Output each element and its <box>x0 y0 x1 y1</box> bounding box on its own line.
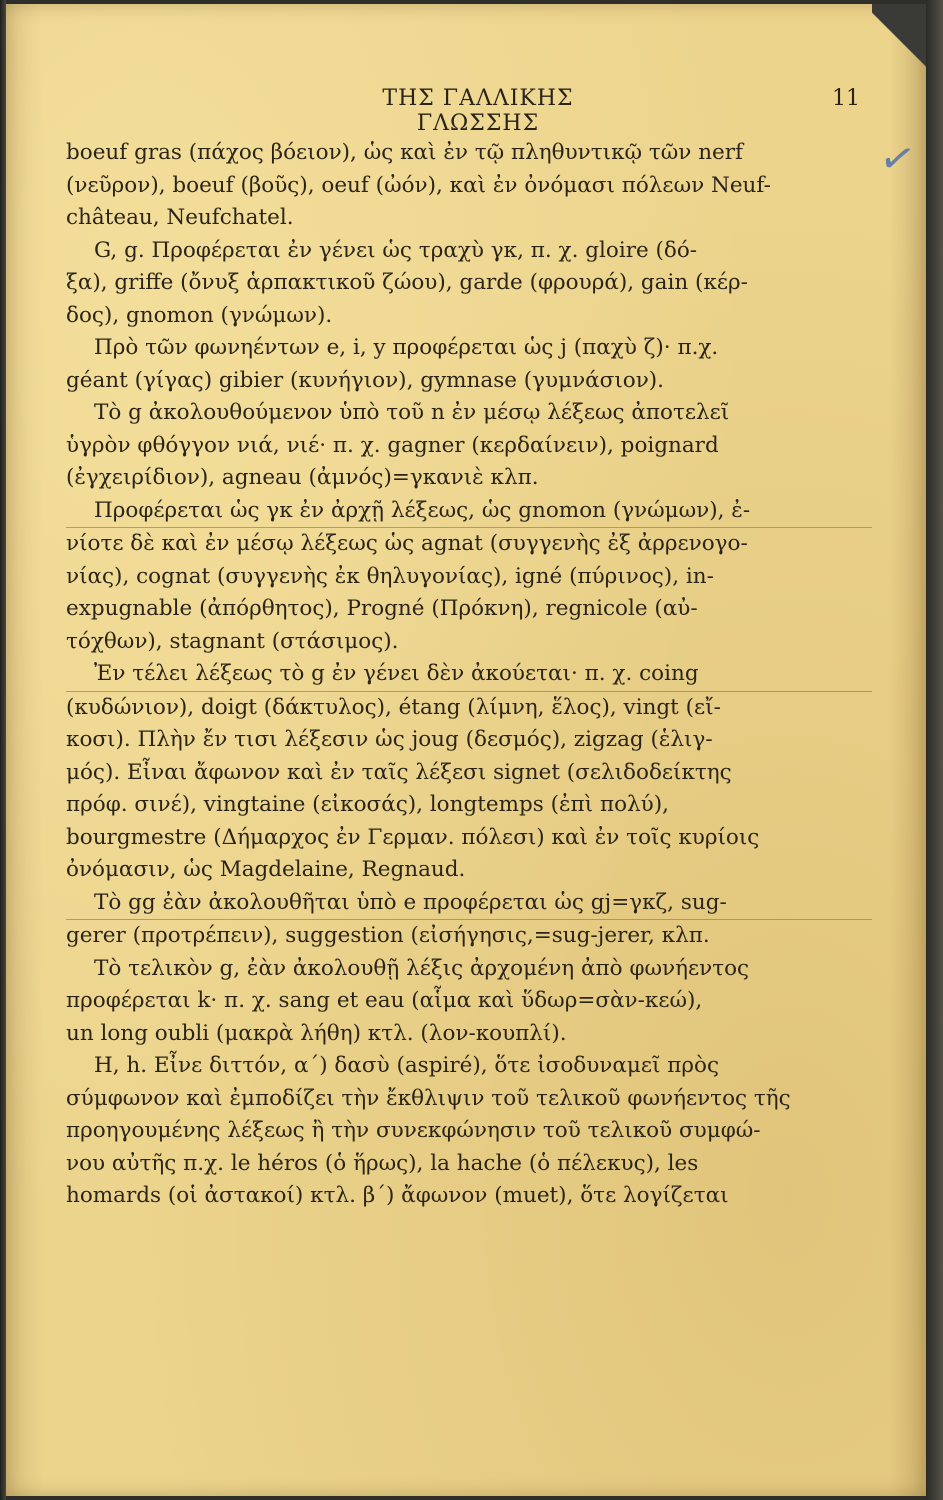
text-line: ὑγρὸν φθόγγον νιά, νιέ· π. χ. gagner (κερδαίνειν), poignard <box>66 432 719 458</box>
text-line: προφέρεται k· π. χ. sang et eau (αἷμα καὶ ὕδωρ=σὰν-κεώ), <box>66 988 703 1013</box>
text-line: Τὸ τελικὸν g, ἐὰν ἀκολουθῇ λέξις ἀρχομένη ἀπὸ φωνήεντος <box>94 955 750 981</box>
text-line: προηγουμένης λέξεως ἢ τὴν συνεκφώνησιν τοῦ τελικοῦ συμφώ- <box>66 1118 761 1143</box>
text-line: μός). Εἶναι ἄφωνον καὶ ἐν ταῖς λέξεσι signet (σελιδοδείκτης <box>66 759 732 785</box>
text-line: Προφέρεται ὡς γκ ἐν ἀρχῇ λέξεως, ὡς gnomon (γνώμων), ἐ- <box>66 495 872 529</box>
text-line: bourgmestre (Δήμαρχος ἐν Γερμαν. πόλεσι) καὶ ἐν τοῖς κυρίοις <box>66 824 760 850</box>
text-line: (ἐγχειρίδιον), agneau (ἀμνός)=γκανιὲ κλπ. <box>66 465 539 490</box>
text-line: νίοτε δὲ καὶ ἐν μέσῳ λέξεως ὡς agnat (συγγενὴς ἐξ ἀρρενογο- <box>66 531 748 556</box>
right-page-edge <box>926 0 943 1500</box>
text-line: νου αὐτῆς π.χ. le héros (ὁ ἥρως), la hache (ὁ πέλεκυς), les <box>66 1150 699 1176</box>
running-title: ΤΗΣ ΓΑΛΛΙΚΗΣ ΓΛΩΣΣΗΣ <box>382 86 574 136</box>
folded-corner <box>872 4 926 74</box>
text-line: (κυδώνιον), doigt (δάκτυλος), étang (λίμνη, ἕλος), vingt (εἴ- <box>66 694 721 720</box>
text-line: G, g. Προφέρεται ἐν γένει ὡς τραχὺ γκ, π. χ. gloire (δό- <box>94 237 698 263</box>
pencil-check-icon: ✓ <box>875 130 920 187</box>
text-line: σύμφωνον καὶ ἐμποδίζει τὴν ἔκθλιψιν τοῦ τελικοῦ φωνήεντος τῆς <box>66 1085 791 1111</box>
text-line: ὀνόμασιν, ὡς Magdelaine, Regnaud. <box>66 857 466 882</box>
text-line: Τὸ g ἀκολουθούμενον ὑπὸ τοῦ n ἐν μέσῳ λέξεως ἀποτελεῖ <box>94 400 730 425</box>
text-line: Ἐν τέλει λέξεως τὸ g ἐν γένει δὲν ἀκούεται· π. χ. coing <box>66 658 872 692</box>
text-line: géant (γίγας) gibier (κυνήγιον), gymnase (γυμνάσιον). <box>66 367 665 393</box>
body-text <box>66 137 872 1213</box>
text-line: château, Neufchatel. <box>66 205 294 230</box>
page-header <box>6 86 926 136</box>
text-line: ξα), griffe (ὄνυξ ἁρπακτικοῦ ζώου), garde (φρουρά), gain (κέρ- <box>66 270 748 295</box>
text-line: un long oubli (μακρὰ λήθη) κτλ. (λον-κουπλί). <box>66 1020 567 1046</box>
text-line: boeuf gras (πάχος βόειον), ὡς καὶ ἐν τῷ πληθυντικῷ τῶν nerf <box>66 140 744 165</box>
text-line: expugnable (ἀπόρθητος), Progné (Πρόκνη), regnicole (αὐ- <box>66 596 698 621</box>
book-page <box>6 4 926 1496</box>
text-line: νίας), cognat (συγγενὴς ἐκ θηλυγονίας), igné (πύρινος), in- <box>66 563 714 589</box>
page-number: 11 <box>832 86 860 111</box>
text-line: (νεῦρον), boeuf (βοῦς), oeuf (ὠόν), καὶ ἐν ὀνόμασι πόλεων Neuf- <box>66 172 771 198</box>
text-line: homards (οἱ ἀστακοί) κτλ. β΄) ἄφωνον (muet), ὅτε λογίζεται <box>66 1183 729 1208</box>
text-line: κοσι). Πλὴν ἔν τισι λέξεσιν ὡς joug (δεσμός), zigzag (ἑλιγ- <box>66 727 713 752</box>
text-line: Πρὸ τῶν φωνηέντων e, i, y προφέρεται ὡς j (παχὺ ζ)· π.χ. <box>94 335 719 360</box>
text-line: H, h. Εἶνε διττόν, α΄) δασὺ (aspiré), ὅτε ἰσοδυναμεῖ πρὸς <box>94 1053 720 1078</box>
text-line: δος), gnomon (γνώμων). <box>66 302 333 328</box>
text-line: gerer (προτρέπειν), suggestion (εἰσήγησις,=sug-jerer, κλπ. <box>66 923 710 948</box>
text-line: πρόφ. σινέ), vingtaine (εἰκοσάς), longtemps (ἐπὶ πολύ), <box>66 792 669 817</box>
text-line: Τὸ gg ἐὰν ἀκολουθῆται ὑπὸ e προφέρεται ὡς gj=γκζ, sug- <box>66 887 872 921</box>
text-line: τόχθων), stagnant (στάσιμος). <box>66 628 399 654</box>
